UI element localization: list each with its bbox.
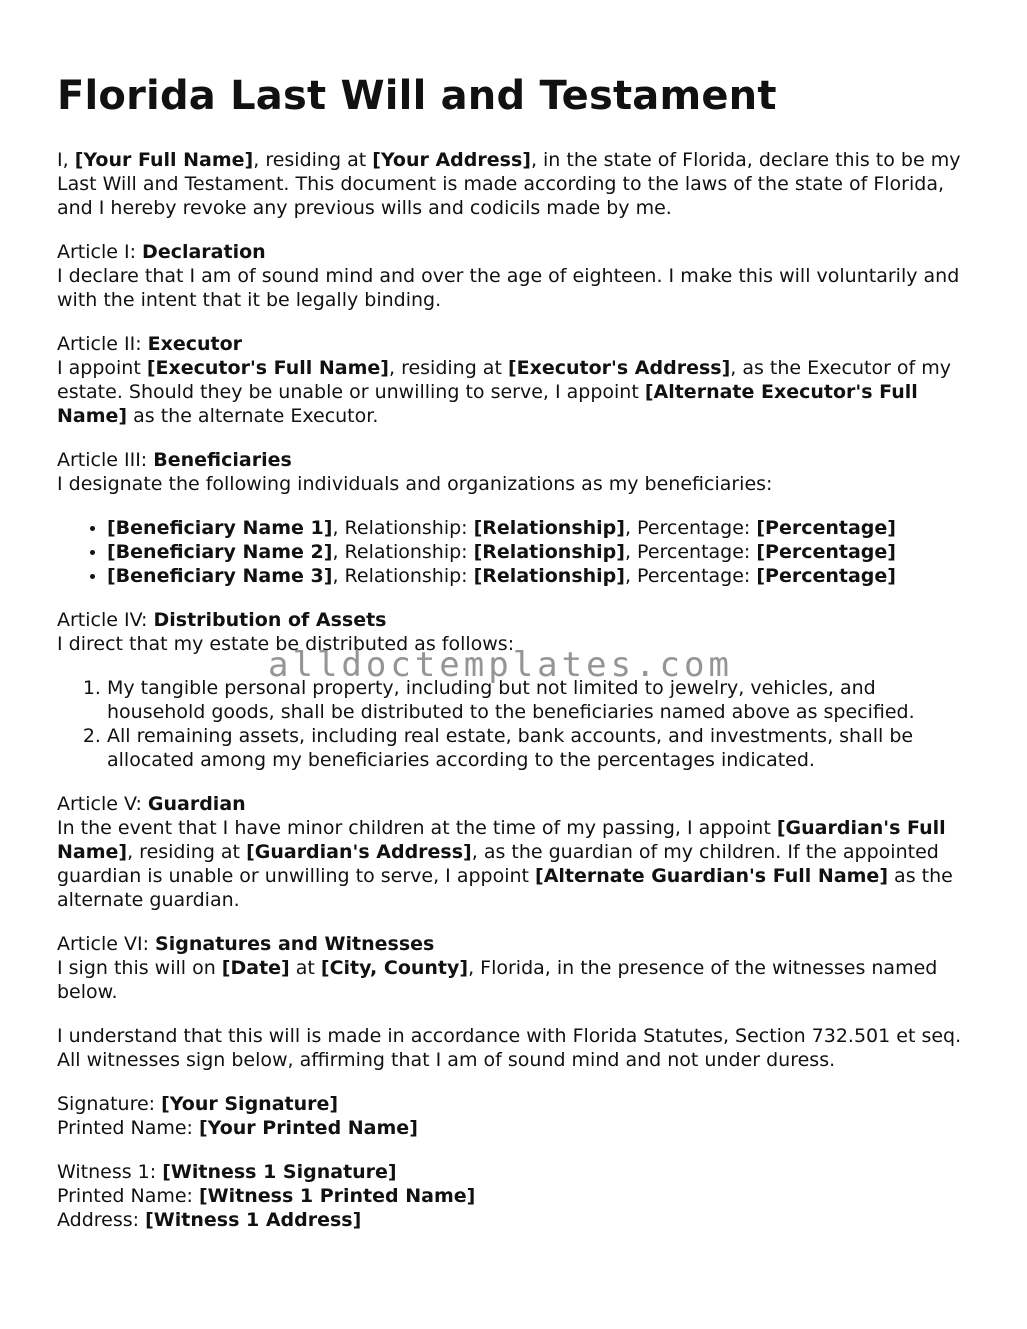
article-label: Article IV: <box>57 609 154 631</box>
relationship-placeholder: [Relationship] <box>473 517 625 539</box>
article-text: , as the Executor of my estate. Should they be unable or unwilling to serve, I appoint <box>57 357 952 403</box>
date-placeholder: [Date] <box>221 957 290 979</box>
witness-printed-name-placeholder: [Witness 1 Printed Name] <box>199 1185 476 1207</box>
intro-text: , residing at <box>253 149 373 171</box>
article-text: at <box>289 957 321 979</box>
beneficiary-list <box>57 516 969 588</box>
article-label: Article III: <box>57 449 154 471</box>
statute-paragraph: I understand that this will is made in accordance with Florida Statutes, Section 732.501 et seq. All witnesses sign below, affirming that I am of sound mind and not under duress. <box>57 1025 962 1071</box>
intro-text: , in the state of Florida, declare this to be my Last Will and Testament. This document is made according to the laws of the state of Florida, and I hereby revoke any previous wills and codicils made by me. <box>57 149 961 219</box>
article-text: , as the guardian of my children. If the appointed guardian is unable or unwilling to serve, I appoint <box>57 841 939 887</box>
percentage-placeholder: [Percentage] <box>756 565 896 587</box>
signature-placeholder: [Your Signature] <box>161 1093 339 1115</box>
field-label: , Relationship: <box>332 517 474 539</box>
article-text: , residing at <box>127 841 247 863</box>
watermark: alldoctemplates.com <box>268 645 733 685</box>
list-item: 1. My tangible personal property, including but not limited to jewelry, vehicles, and household goods, shall be distributed to the beneficiaries named above as specified. <box>107 676 969 724</box>
percentage-placeholder: [Percentage] <box>756 541 896 563</box>
witness-label: Witness 1: <box>57 1161 163 1183</box>
article-heading: Signatures and Witnesses <box>155 933 435 955</box>
alternate-guardian-placeholder: [Alternate Guardian's Full Name] <box>535 865 889 887</box>
article-executor <box>57 332 969 428</box>
article-declaration <box>57 240 969 312</box>
witness-1-block <box>57 1160 969 1232</box>
article-text: I appoint <box>57 357 147 379</box>
article-text: , Florida, in the presence of the witnesses named below. <box>57 957 938 1003</box>
article-label: Article V: <box>57 793 148 815</box>
printed-name-label: Printed Name: <box>57 1185 199 1207</box>
witness-address-placeholder: [Witness 1 Address] <box>145 1209 362 1231</box>
alternate-executor-placeholder: [Alternate Executor's Full Name] <box>57 381 918 427</box>
article-text: I sign this will on <box>57 957 222 979</box>
witness-signature-placeholder: [Witness 1 Signature] <box>162 1161 397 1183</box>
article-text: In the event that I have minor children at the time of my passing, I appoint <box>57 817 777 839</box>
executor-name-placeholder: [Executor's Full Name] <box>146 357 389 379</box>
article-signatures <box>57 932 969 1004</box>
your-address-placeholder: [Your Address] <box>372 149 531 171</box>
article-text: , residing at <box>388 357 508 379</box>
article-label: Article I: <box>57 241 143 263</box>
list-item <box>107 540 969 564</box>
article-guardian <box>57 792 969 912</box>
beneficiary-name: [Beneficiary Name 3] <box>107 565 333 587</box>
document-title: Florida Last Will and Testament <box>57 73 777 119</box>
percentage-placeholder: [Percentage] <box>756 517 896 539</box>
article-beneficiaries <box>57 448 969 496</box>
field-label: , Relationship: <box>332 565 474 587</box>
article-label: Article II: <box>57 333 148 355</box>
article-heading: Guardian <box>147 793 246 815</box>
article-heading: Executor <box>147 333 243 355</box>
field-label: , Percentage: <box>624 565 757 587</box>
field-label: , Relationship: <box>332 541 474 563</box>
guardian-name-placeholder: [Guardian's Full Name] <box>57 817 946 863</box>
list-item: 2. All remaining assets, including real estate, bank accounts, and investments, shall be allocated among my beneficiaries according to the percentages indicated. <box>107 724 969 772</box>
intro-text: I, <box>57 149 75 171</box>
city-county-placeholder: [City, County] <box>320 957 469 979</box>
article-text: as the alternate Executor. <box>127 405 379 427</box>
article-text: I direct that my estate be distributed as follows: <box>57 633 515 655</box>
article-heading: Distribution of Assets <box>153 609 387 631</box>
article-heading: Beneficiaries <box>153 449 292 471</box>
relationship-placeholder: [Relationship] <box>473 565 625 587</box>
printed-name-label: Printed Name: <box>57 1117 199 1139</box>
executor-address-placeholder: [Executor's Address] <box>507 357 731 379</box>
article-text: I designate the following individuals and organizations as my beneficiaries: <box>57 473 773 495</box>
printed-name-placeholder: [Your Printed Name] <box>199 1117 418 1139</box>
your-full-name-placeholder: [Your Full Name] <box>74 149 254 171</box>
signature-label: Signature: <box>57 1093 162 1115</box>
list-item <box>107 516 969 540</box>
distribution-list <box>57 676 969 772</box>
article-text: as the alternate guardian. <box>57 865 953 911</box>
relationship-placeholder: [Relationship] <box>473 541 625 563</box>
article-label: Article VI: <box>57 933 156 955</box>
article-heading: Declaration <box>142 241 266 263</box>
intro-paragraph <box>57 148 969 220</box>
testator-signature-block <box>57 1092 969 1140</box>
address-label: Address: <box>57 1209 146 1231</box>
guardian-address-placeholder: [Guardian's Address] <box>246 841 472 863</box>
beneficiary-name: [Beneficiary Name 2] <box>107 541 333 563</box>
beneficiary-name: [Beneficiary Name 1] <box>107 517 333 539</box>
field-label: , Percentage: <box>624 541 757 563</box>
list-item <box>107 564 969 588</box>
field-label: , Percentage: <box>624 517 757 539</box>
article-text: I declare that I am of sound mind and over the age of eighteen. I make this will voluntarily and with the intent that it be legally binding. <box>57 265 960 311</box>
